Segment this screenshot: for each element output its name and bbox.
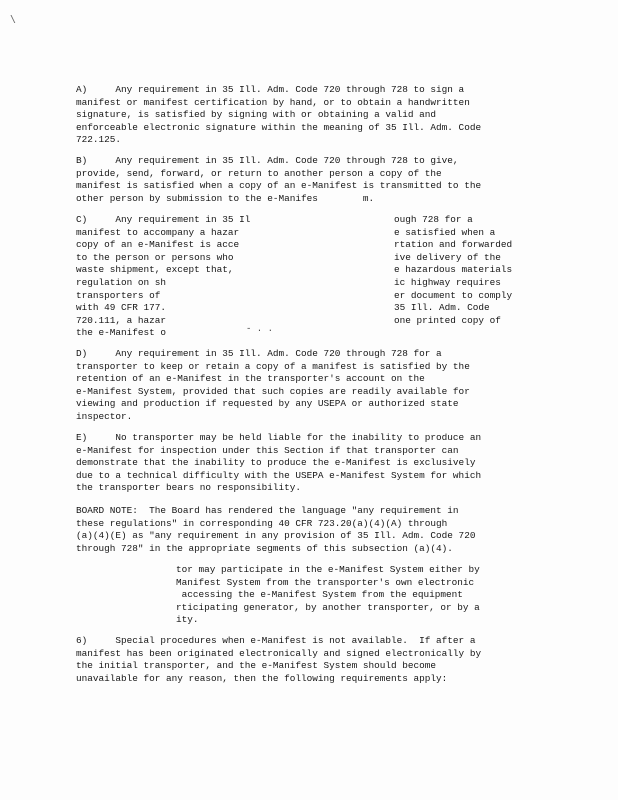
paragraph-c-line: 35 Ill. Adm. Code bbox=[394, 302, 490, 314]
paragraph-c-line: rtation and forwarded bbox=[394, 239, 513, 251]
paragraph-d: D) Any requirement in 35 Ill. Adm. Code 720 through 728 for a transporter to keep or retain a copy of a manifest is satisfied by the retention of an e-Manifest in the transporter's account on the e-Manifest System, provided that such copies are readily available for viewing and production if requested by any USEPA or authorized state inspector. bbox=[76, 348, 470, 422]
paragraph-a: A) Any requirement in 35 Ill. Adm. Code 720 through 728 to sign a manifest or manifest certification by hand, or to obtain a handwritten signature, is satisfied by signing with or obtaining a valid and enforceable electronic signature within the meaning of 35 Ill. Adm. Code 722.125. bbox=[76, 84, 482, 146]
paragraph-c-line: manifest to accompany a hazar bbox=[76, 226, 240, 238]
paragraph-c-line: er document to comply bbox=[394, 289, 513, 301]
paragraph-c-line: the e-Manifest o bbox=[76, 327, 167, 339]
paragraph-c-line: e hazardous materials bbox=[394, 264, 513, 276]
paragraph-c-line: transporters of bbox=[76, 289, 161, 301]
paragraph-c-line: C) Any requirement in 35 Il bbox=[76, 214, 251, 225]
paragraph-c-line: copy of an e-Manifest is acce bbox=[76, 239, 240, 251]
paragraph-b: B) Any requirement in 35 Ill. Adm. Code 720 through 728 to give, provide, send, forward, or return to another person a copy of the manifest is satisfied when a copy of an e-Manifest is transmitted to the other person by submission to the e-Manifes m. bbox=[76, 155, 482, 204]
board-note: BOARD NOTE: The Board has rendered the language "any requirement in these regulations" in corresponding 40 CFR 723.20(a)(4)(A) through (a)(4)(E) as "any requirement in any provision of 35 Ill. Adm. Code 720 through 728" in the appropriate segments of this subsection (a)(4). bbox=[76, 505, 476, 554]
paragraph-c-left-column bbox=[76, 214, 250, 340]
corner-mark: \ bbox=[10, 14, 17, 25]
paragraph-c-right-column bbox=[394, 214, 512, 327]
paragraph-c-line: e satisfied when a bbox=[394, 226, 496, 238]
paragraph-c-line: ive delivery of the bbox=[394, 251, 501, 263]
paragraph-c-line: regulation on sh bbox=[76, 276, 167, 288]
paragraph-c-line: 720.111, a hazar bbox=[76, 314, 167, 326]
paragraph-c-line: one printed copy of bbox=[394, 314, 501, 326]
paragraph-5-fragment: tor may participate in the e-Manifest System either by Manifest System from the transporter's own electronic accessing the e-Manifest System from the equipment rticipating generator, by another transporter, or by a ity. bbox=[176, 564, 480, 626]
paragraph-c-line: ough 728 for a bbox=[394, 214, 473, 225]
paragraph-c-line: with 49 CFR 177. bbox=[76, 302, 167, 314]
paragraph-6: 6) Special procedures when e-Manifest is not available. If after a manifest has been originated electronically and signed electronically by the initial transporter, and the e-Manifest System should become unavailable for any reason, then the following requirements apply: bbox=[76, 635, 482, 684]
paragraph-e: E) No transporter may be held liable for the inability to produce an e-Manifest for inspection under this Section if that transporter can demonstrate that the inability to produce the e-Manifest is exclusively due to a technical difficulty with the USEPA e-Manifest System for which the transporter bears no responsibility. bbox=[76, 432, 482, 494]
paragraph-c-line: to the person or persons who bbox=[76, 251, 234, 263]
paragraph-c-line: waste shipment, except that, bbox=[76, 264, 234, 276]
scan-artifact-dots: - . . bbox=[246, 324, 274, 334]
paragraph-c-line: ic highway requires bbox=[394, 276, 501, 288]
